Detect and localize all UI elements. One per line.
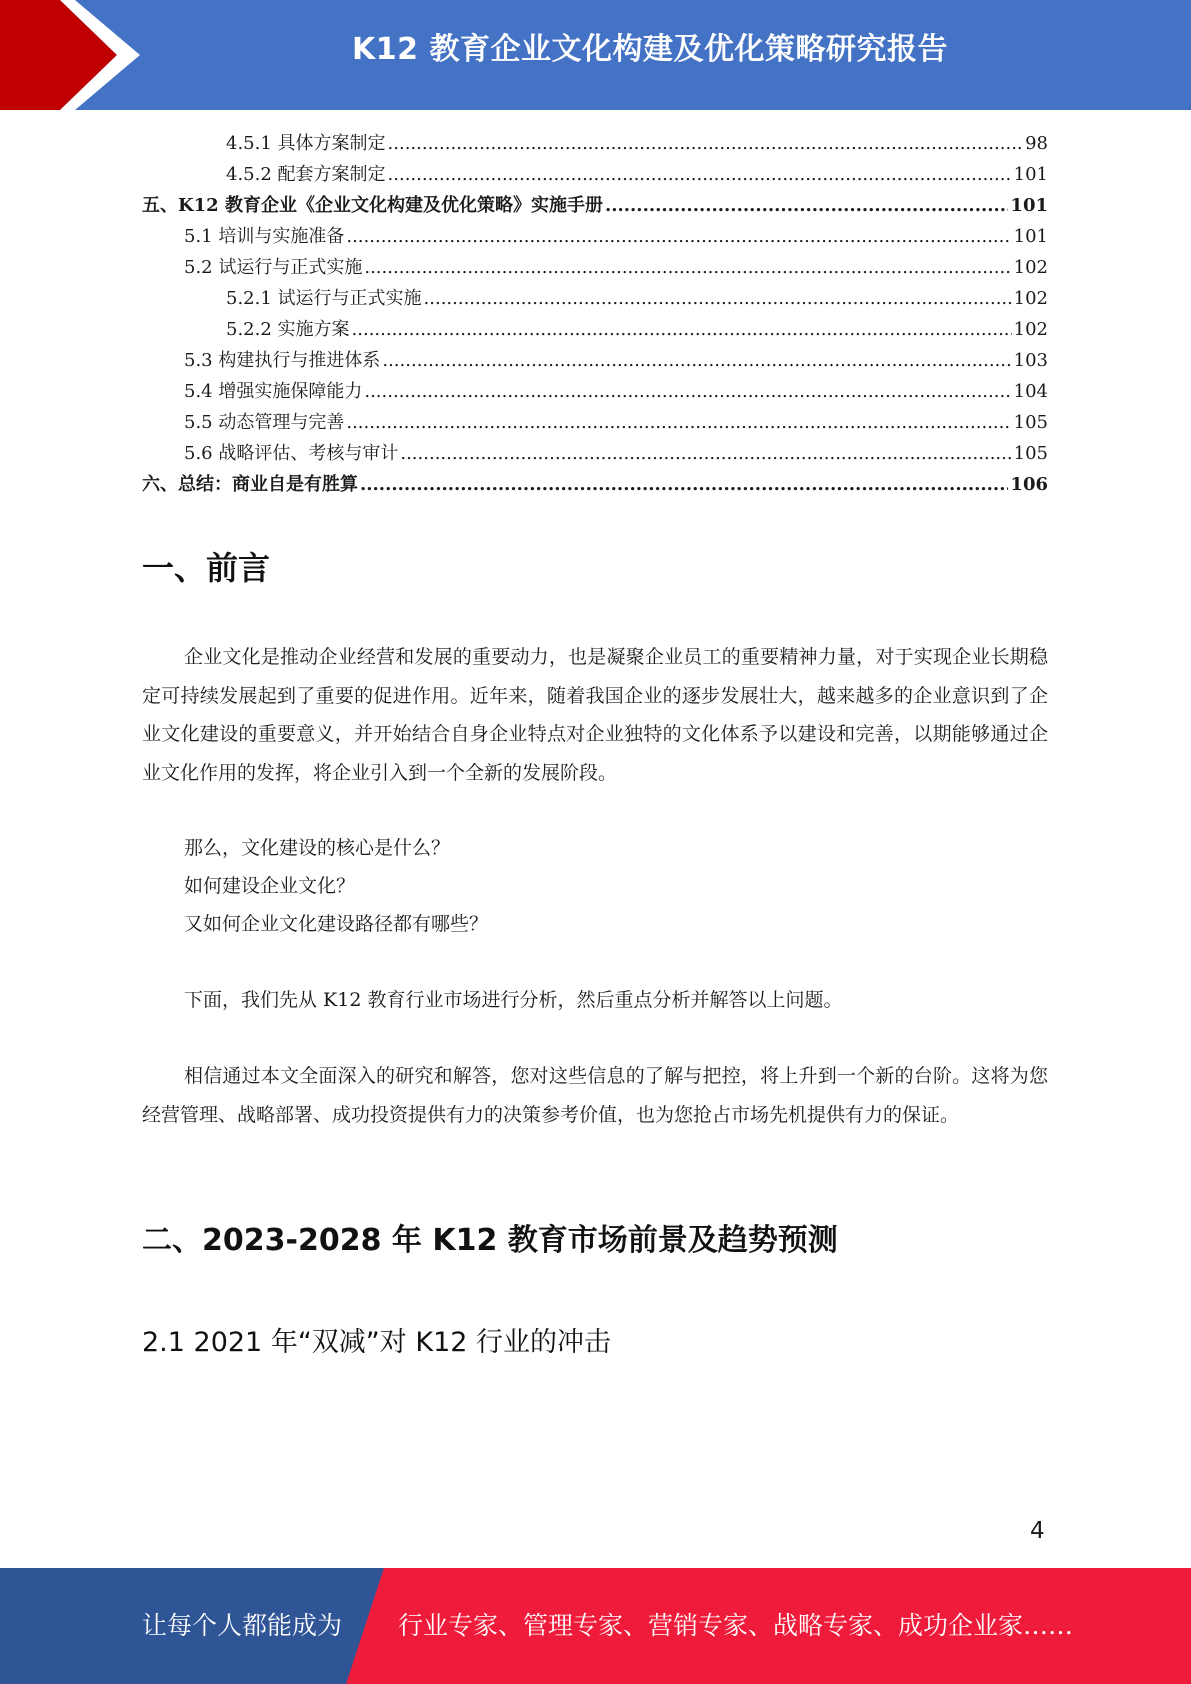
report-title: K12 教育企业文化构建及优化策略研究报告 bbox=[352, 32, 948, 67]
toc-entry-title: 五、K12 教育企业《企业文化构建及优化策略》实施手册 bbox=[142, 195, 603, 216]
toc-entry[interactable] bbox=[142, 283, 1048, 314]
toc-entry-title: 5.4 增强实施保障能力 bbox=[184, 381, 363, 402]
toc-dot-leader bbox=[388, 159, 1012, 190]
table-of-contents bbox=[142, 128, 1048, 500]
toc-entry[interactable] bbox=[142, 469, 1048, 500]
footer-slogan-right: 行业专家、管理专家、营销专家、战略专家、成功企业家…… bbox=[398, 1611, 1074, 1640]
toc-entry[interactable] bbox=[142, 314, 1048, 345]
toc-entry[interactable] bbox=[142, 252, 1048, 283]
preface-paragraph-1: 企业文化是推动企业经营和发展的重要动力，也是凝聚企业员工的重要精神力量，对于实现企业长期稳定可持续发展起到了重要的促进作用。近年来，随着我国企业的逐步发展壮大，越来越多的企业意识到了企业文化建设的重要意义，并开始结合自身企业特点对企业独特的文化体系予以建设和完善，以期能够通过企业文化作用的发挥，将企业引入到一个全新的发展阶段。 bbox=[142, 646, 1048, 784]
toc-entry-page: 105 bbox=[1013, 443, 1048, 464]
toc-entry[interactable] bbox=[142, 345, 1048, 376]
toc-dot-leader bbox=[346, 221, 1011, 252]
toc-dot-leader bbox=[364, 376, 1011, 407]
toc-entry[interactable] bbox=[142, 407, 1048, 438]
toc-entry-page: 101 bbox=[1010, 195, 1048, 216]
toc-dot-leader bbox=[605, 190, 1008, 221]
toc-dot-leader bbox=[388, 128, 1024, 159]
preface-paragraph-2: 下面，我们先从 K12 教育行业市场进行分析，然后重点分析并解答以上问题。 bbox=[184, 989, 843, 1011]
toc-entry[interactable] bbox=[142, 159, 1048, 190]
toc-entry[interactable] bbox=[142, 128, 1048, 159]
toc-entry[interactable] bbox=[142, 438, 1048, 469]
footer-slogan-left: 让每个人都能成为 bbox=[142, 1611, 343, 1640]
toc-entry-page: 104 bbox=[1013, 381, 1048, 402]
header-arrow-graphic bbox=[0, 0, 150, 110]
toc-entry-title: 4.5.1 具体方案制定 bbox=[226, 133, 386, 154]
toc-entry-page: 102 bbox=[1013, 288, 1048, 309]
toc-entry-page: 106 bbox=[1010, 474, 1048, 495]
toc-entry[interactable] bbox=[142, 190, 1048, 221]
toc-entry-page: 101 bbox=[1013, 226, 1048, 247]
footer-band bbox=[0, 1568, 1191, 1684]
toc-entry-page: 102 bbox=[1013, 257, 1048, 278]
section-heading-market-forecast: 二、2023-2028 年 K12 教育市场前景及趋势预测 bbox=[142, 1223, 838, 1258]
toc-entry-page: 101 bbox=[1013, 164, 1048, 185]
subsection-heading-2-1: 2.1 2021 年“双减”对 K12 行业的冲击 bbox=[142, 1327, 612, 1358]
toc-entry-title: 5.1 培训与实施准备 bbox=[184, 226, 345, 247]
toc-entry-title: 4.5.2 配套方案制定 bbox=[226, 164, 386, 185]
toc-entry[interactable] bbox=[142, 221, 1048, 252]
toc-entry-page: 103 bbox=[1013, 350, 1048, 371]
preface-paragraph-3: 相信通过本文全面深入的研究和解答，您对这些信息的了解与把控，将上升到一个新的台阶。这将为您经营管理、战略部署、成功投资提供有力的决策参考价值，也为您抢占市场先机提供有力的保证。 bbox=[142, 1065, 1048, 1126]
toc-dot-leader bbox=[364, 252, 1011, 283]
question-line-3: 又如何企业文化建设路径都有哪些？ bbox=[184, 913, 489, 935]
header-band bbox=[0, 0, 1191, 110]
toc-dot-leader bbox=[360, 469, 1008, 500]
toc-entry-page: 105 bbox=[1013, 412, 1048, 433]
toc-entry-title: 5.2.2 实施方案 bbox=[226, 319, 350, 340]
toc-entry-page: 98 bbox=[1025, 133, 1048, 154]
toc-dot-leader bbox=[382, 345, 1011, 376]
page-number: 4 bbox=[1030, 1518, 1045, 1544]
toc-entry-title: 5.5 动态管理与完善 bbox=[184, 412, 345, 433]
question-line-2: 如何建设企业文化？ bbox=[184, 875, 356, 897]
toc-entry-title: 5.2 试运行与正式实施 bbox=[184, 257, 363, 278]
toc-dot-leader bbox=[424, 283, 1012, 314]
section-heading-preface: 一、前言 bbox=[142, 549, 271, 587]
toc-dot-leader bbox=[346, 407, 1011, 438]
toc-entry-title: 六、总结：商业自是有胜算 bbox=[142, 474, 358, 495]
toc-entry-title: 5.2.1 试运行与正式实施 bbox=[226, 288, 422, 309]
toc-entry-page: 102 bbox=[1013, 319, 1048, 340]
toc-dot-leader bbox=[352, 314, 1012, 345]
toc-entry[interactable] bbox=[142, 376, 1048, 407]
toc-dot-leader bbox=[400, 438, 1011, 469]
toc-entry-title: 5.6 战略评估、考核与审计 bbox=[184, 443, 399, 464]
toc-entry-title: 5.3 构建执行与推进体系 bbox=[184, 350, 381, 371]
question-line-1: 那么，文化建设的核心是什么？ bbox=[184, 837, 451, 859]
